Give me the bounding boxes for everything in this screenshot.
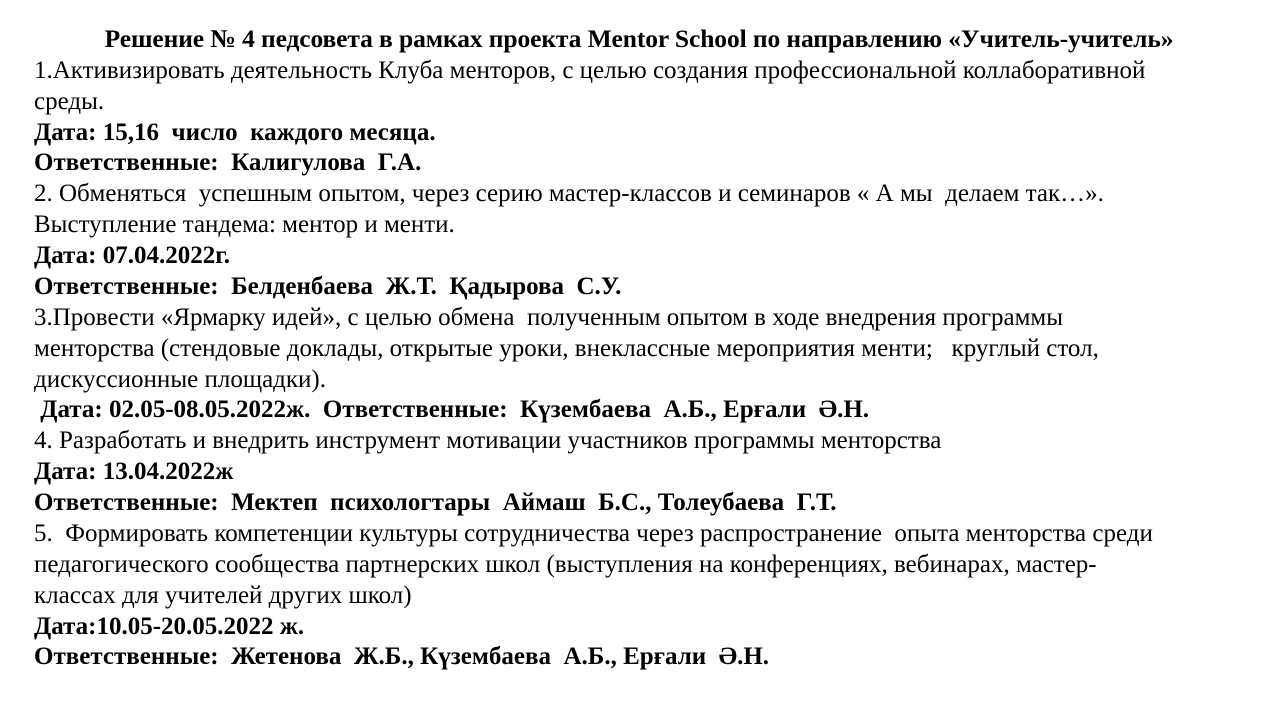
- document-line: менторства (стендовые доклады, открытые уроки, внеклассные мероприятия менти; круглый стол,: [34, 334, 1099, 362]
- document-line-responsible: Ответственные: Калигулова Г.А.: [34, 149, 422, 177]
- page-title: Решение № 4 педсовета в рамках проекта Mentor School по направлению «Учитель-учитель»: [104, 24, 1174, 53]
- document-line: среды.: [34, 87, 105, 115]
- document-line-date-responsible: Дата: 02.05-08.05.2022ж. Ответственные: Күзембаева А.Б., Ерғали Ә.Н.: [34, 396, 870, 424]
- document-line-date: Дата: 07.04.2022г.: [34, 242, 230, 270]
- document-line: 5. Формировать компетенции культуры сотрудничества через распространение опыта менторства среди: [34, 519, 1153, 547]
- document-line: дискуссионные площадки).: [34, 365, 326, 393]
- document-line-responsible: Ответственные: Жетенова Ж.Б., Күзембаева А.Б., Ерғали Ә.Н.: [34, 643, 770, 671]
- document-line: 2. Обменяться успешным опытом, через серию мастер-классов и семинаров « А мы делаем так…».: [34, 180, 1104, 208]
- document-line-date: Дата: 13.04.2022ж: [34, 458, 234, 486]
- document-line: педагогического сообщества партнерских школ (выступления на конференциях, вебинарах, мастер-: [34, 550, 1097, 578]
- document-line: 3.Провести «Ярмарку идей», с целью обмена полученным опытом в ходе внедрения программы: [34, 303, 1064, 331]
- document-line-date: Дата: 15,16 число каждого месяца.: [34, 118, 436, 146]
- document-line-date: Дата:10.05-20.05.2022 ж.: [34, 612, 305, 640]
- document-line-responsible: Ответственные: Мектеп психологтары Аймаш Б.С., Толеубаева Г.Т.: [34, 489, 837, 517]
- document-line: Выступление тандема: ментор и менти.: [34, 211, 455, 239]
- document-line: классах для учителей других школ): [34, 581, 412, 609]
- document-line: 4. Разработать и внедрить инструмент мотивации участников программы менторства: [34, 427, 942, 455]
- document-line: 1.Активизировать деятельность Клуба менторов, с целью создания профессиональной коллаборативной: [34, 56, 1146, 84]
- document-line-responsible: Ответственные: Белденбаева Ж.Т. Қадырова С.У.: [34, 272, 622, 300]
- document-body: [34, 56, 1244, 674]
